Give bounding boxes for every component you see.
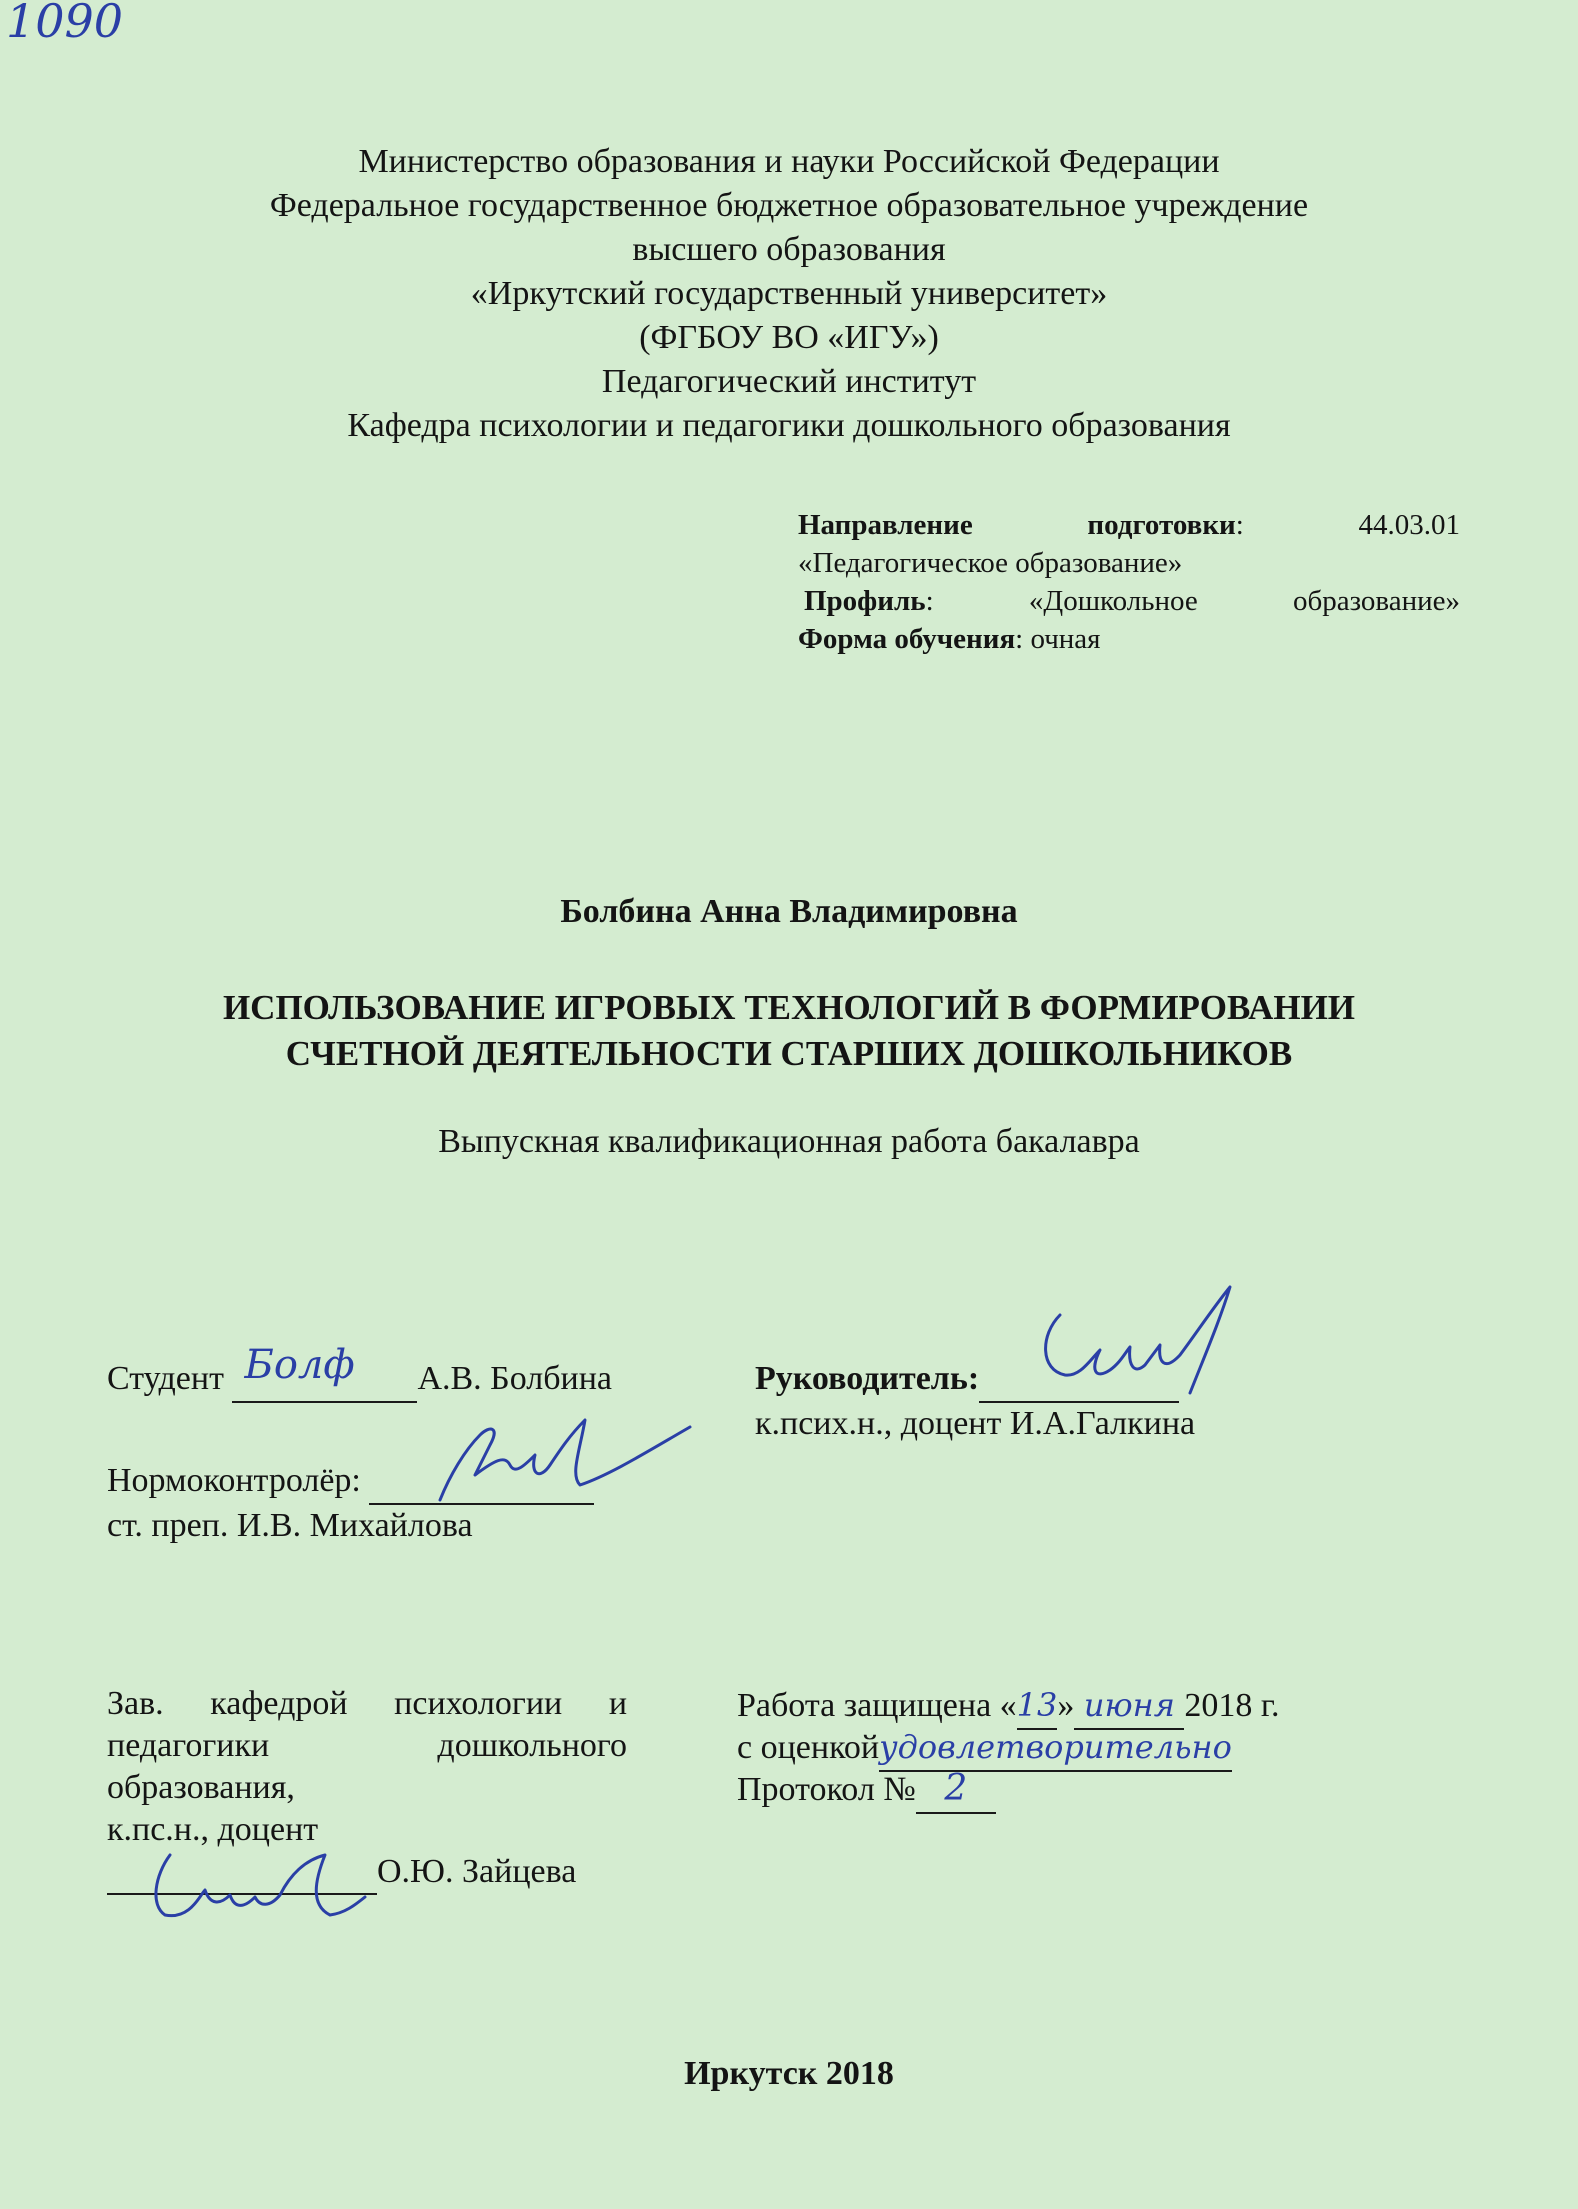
protocol-prefix: Протокол № (737, 1771, 916, 1808)
university-line: «Иркутский государственный университет» (470, 275, 1108, 312)
head-line-3: образования, (107, 1769, 295, 1806)
defended-prefix: Работа защищена « (737, 1687, 1017, 1724)
grade-line (879, 1725, 1232, 1772)
program-block (798, 506, 1460, 658)
month-line (1074, 1683, 1184, 1730)
title-line-2: СЧЕТНОЙ ДЕЯТЕЛЬНОСТИ СТАРШИХ ДОШКОЛЬНИКОВ (285, 1034, 1293, 1073)
supervisor-row: Руководитель: (755, 1357, 1179, 1403)
profile-label-wrap: Профиль: (804, 585, 934, 617)
profile-value: «Дошкольное образование» (1028, 585, 1460, 617)
department-line: Кафедра психологии и педагогики дошкольного образования (347, 407, 1231, 444)
profile-label: Профиль (804, 585, 926, 617)
protocol-number: 2 (944, 1768, 968, 1809)
student-row (107, 1342, 613, 1403)
defended-row: Работа защищена «13» июня 2018 г. (737, 1683, 1280, 1730)
defense-day: 13 (1016, 1686, 1058, 1724)
form-value: очная (1030, 623, 1101, 655)
grade-value: удовлетворительно (879, 1728, 1232, 1766)
direction-row (798, 506, 1460, 544)
profile-row (798, 582, 1460, 620)
title-line-1: ИСПОЛЬЗОВАНИЕ ИГРОВЫХ ТЕХНОЛОГИЙ В ФОРМИРОВАНИИ (222, 988, 1356, 1027)
normcontrol-details: ст. преп. И.В. Михайлова (107, 1507, 473, 1544)
student-signature: Болф (244, 1342, 355, 1388)
head-line-2 (107, 1725, 627, 1767)
student-signature-line (232, 1342, 417, 1403)
institute-line: Педагогический институт (601, 363, 977, 400)
normcontrol-signature (420, 1405, 710, 1515)
institution-type-line: Федеральное государственное бюджетное образовательное учреждение (269, 187, 1309, 224)
grade-prefix: с оценкой (737, 1729, 880, 1766)
form-row: Форма обучения: очная (798, 623, 1101, 655)
ministry-line: Министерство образования и науки Российской Федерации (358, 143, 1220, 180)
direction-label2-wrap: подготовки: (1087, 509, 1244, 541)
head-line-1-word-d: и (608, 1685, 628, 1722)
author-name: Болбина Анна Владимировна (560, 893, 1018, 930)
head-line-2-word-b: дошкольного (437, 1727, 627, 1764)
head-line-1 (107, 1683, 627, 1725)
student-name: А.В. Болбина (417, 1360, 613, 1397)
protocol-row (737, 1767, 996, 1814)
head-line-4: к.пс.н., доцент (107, 1811, 319, 1848)
archive-mark: 1090 (6, 0, 124, 48)
day-line (1017, 1683, 1058, 1730)
defense-year: 2018 г. (1184, 1687, 1280, 1724)
work-type: Выпускная квалификационная работа бакалавра (438, 1123, 1140, 1160)
header-block (0, 140, 1578, 448)
thesis-title (0, 985, 1578, 1077)
form-label: Форма обучения (798, 623, 1016, 655)
head-line-1-word-a: Зав. (107, 1685, 164, 1722)
head-name: О.Ю. Зайцева (377, 1853, 577, 1890)
head-line-1-word-c: психологии (394, 1685, 563, 1722)
city-year: Иркутск 2018 (684, 2055, 894, 2092)
direction-name: «Педагогическое образование» (798, 547, 1183, 579)
head-line-2-word-a: педагогики (107, 1727, 270, 1764)
student-label: Студент (107, 1360, 224, 1397)
education-level-line: высшего образования (632, 231, 946, 268)
direction-label: Направление (798, 509, 973, 541)
abbreviation-line: (ФГБОУ ВО «ИГУ») (639, 319, 939, 356)
grade-row (737, 1725, 1232, 1772)
head-line-1-word-b: кафедрой (210, 1685, 348, 1722)
supervisor-signature (1030, 1275, 1260, 1415)
direction-label2: подготовки (1087, 509, 1236, 541)
normcontrol-label: Нормоконтролёр: (107, 1462, 361, 1499)
supervisor-label: Руководитель (755, 1360, 968, 1397)
defense-month: июня (1083, 1686, 1175, 1724)
head-signature (130, 1835, 380, 1935)
direction-code: 44.03.01 (1358, 509, 1460, 541)
protocol-line (916, 1767, 996, 1814)
supervisor-details: к.псих.н., доцент И.А.Галкина (755, 1405, 1196, 1442)
